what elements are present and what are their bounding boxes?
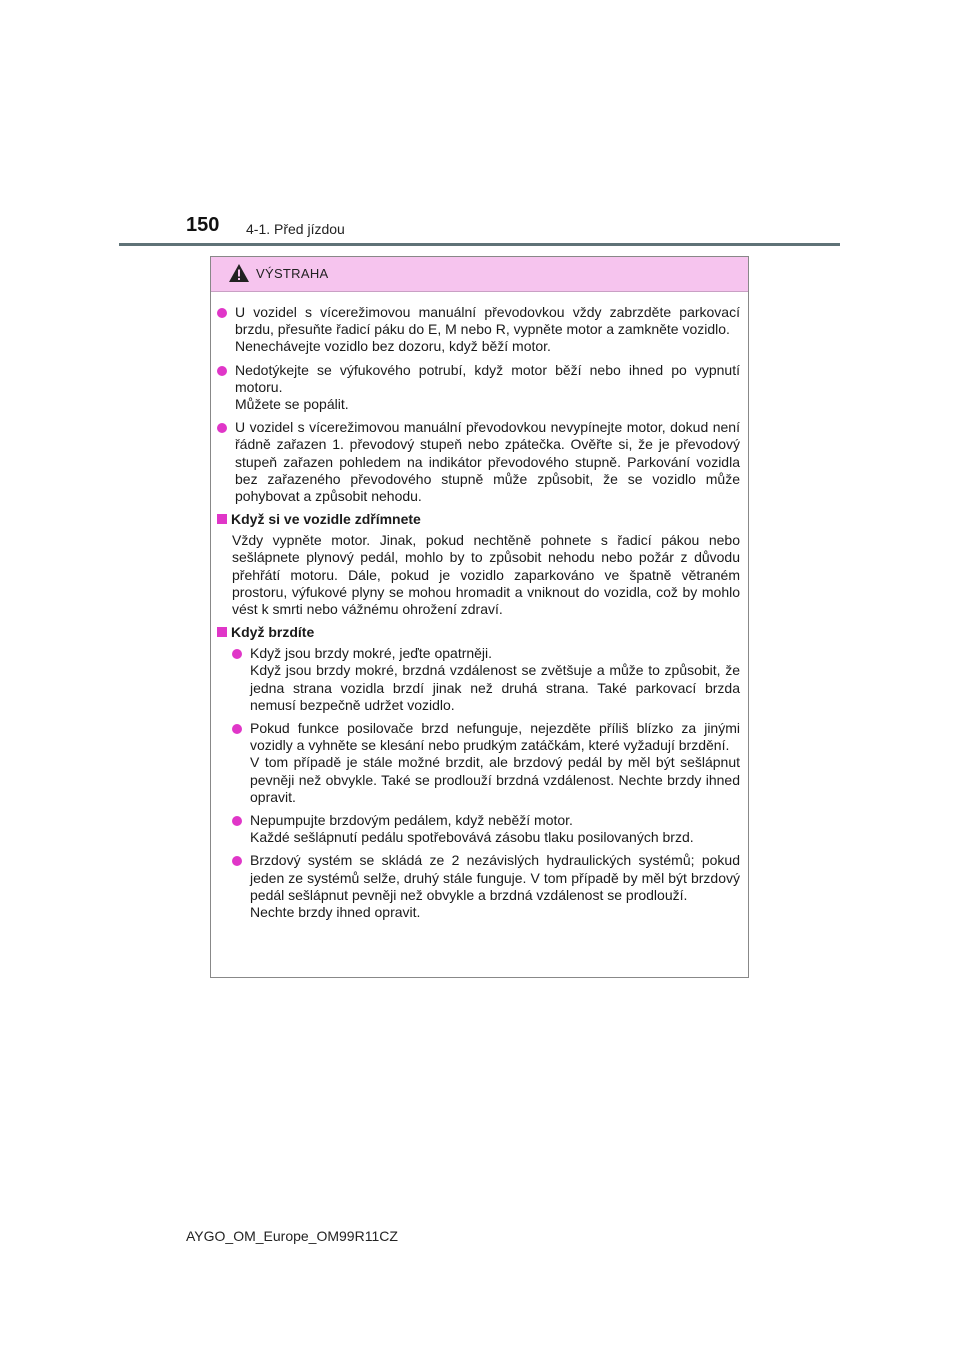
warning-bullet [217, 304, 740, 356]
warning-title: VÝSTRAHA [256, 266, 329, 281]
brake-bullet [232, 812, 740, 846]
warning-bullet [217, 362, 740, 414]
heading-text: Když si ve vozidle zdřímnete [231, 511, 421, 528]
section-title: 4-1. Před jízdou [246, 221, 345, 237]
bullet-text: U vozidel s vícerežimovou manuální převodovkou nevypínejte motor, dokud není řádně zařazen 1. převodový stupeň nebo zpátečka. Ověřte si, že je převodový stupeň zařazen pohledem na indikátor převodového stupně. Parkování vozidla bez zařazeného převodového stupně může způsobit, že se vozidlo může pohybovat a způsobit nehodu. [235, 419, 740, 505]
warning-body [211, 292, 748, 921]
brake-bullet [232, 645, 740, 714]
bullet-text: Každé sešlápnutí pedálu spotřebovává zásobu tlaku posilovaných brzd. [250, 829, 694, 846]
bullet-text: Pokud funkce posilovače brzd nefunguje, nejezděte příliš blízko za jinými vozidly a vyhněte se klesání nebo prudkým zatáčkám, které vyžadují brzdění. [250, 720, 740, 754]
warning-bullet [217, 419, 740, 505]
warning-header [211, 257, 748, 292]
bullet-text: Nenechávejte vozidlo bez dozoru, když běží motor. [235, 338, 551, 355]
section-heading [217, 511, 740, 529]
bullet-dot-icon [217, 366, 227, 376]
warning-box [210, 256, 749, 978]
bullet-text: Když jsou brzdy mokré, brzdná vzdálenost se zvětšuje a může to způsobit, že jedna strana vozidla brzdí jinak než druhá strana. Také parkovací brzda nemusí bezpečně udržet vozidlo. [250, 662, 740, 713]
bullet-text: Brzdový systém se skládá ze 2 nezávislých hydraulických systémů; pokud jeden ze systémů selže, druhý stále funguje. V tom případě by měl být brzdový pedál sešlápnut pevněji než obvykle a brzdná vzdálenost se prodlouží. [250, 852, 740, 903]
bullet-text: Můžete se popálit. [235, 396, 349, 413]
section-heading [217, 624, 740, 642]
bullet-dot-icon [217, 308, 227, 318]
bullet-dot-icon [232, 649, 242, 659]
bullet-text: V tom případě je stále možné brzdit, ale brzdový pedál by měl být sešlápnut pevněji než obvykle. Také se prodlouží brzdná vzdálenost. Nechte brzdy ihned opravit. [250, 754, 740, 805]
section-paragraph [217, 532, 740, 618]
paragraph-text: Vždy vypněte motor. Jinak, pokud nechtěně pohnete s řadicí pákou nebo sešlápnete plynový pedál, mohlo by to způsobit nehodu nebo požár z důvodu přehřátí motoru. Dále, pokud je vozidlo zaparkováno ve špatně větraném prostoru, výfukové plyny se mohou hromadit a vniknout do vozidla, což by mohlo vést k smrti nebo vážnému ohrožení zdraví. [232, 532, 740, 618]
square-bullet-icon [217, 514, 227, 524]
page-number: 150 [186, 214, 220, 236]
bullet-text: Nedotýkejte se výfukového potrubí, když motor běží nebo ihned po vypnutí motoru. [235, 361, 740, 395]
heading-text: Když brzdíte [231, 624, 315, 641]
bullet-text: U vozidel s vícerežimovou manuální převodovkou vždy zabrzděte parkovací brzdu, přesuňte řadicí páku do E, M nebo R, vypněte motor a zamkněte vozidlo. [235, 304, 740, 338]
brake-bullet [232, 720, 740, 806]
document-code: AYGO_OM_Europe_OM99R11CZ [186, 1228, 398, 1244]
bullet-text: Nechte brzdy ihned opravit. [250, 904, 421, 921]
brake-bullet [232, 852, 740, 921]
bullet-dot-icon [232, 856, 242, 866]
square-bullet-icon [217, 627, 227, 637]
header-rule [119, 243, 840, 246]
bullet-dot-icon [232, 816, 242, 826]
bullet-dot-icon [232, 724, 242, 734]
bullet-dot-icon [217, 423, 227, 433]
warning-triangle-icon [228, 263, 250, 283]
bullet-text: Nepumpujte brzdovým pedálem, když neběží motor. [250, 812, 573, 829]
bullet-text: Když jsou brzdy mokré, jeďte opatrněji. [250, 645, 493, 662]
